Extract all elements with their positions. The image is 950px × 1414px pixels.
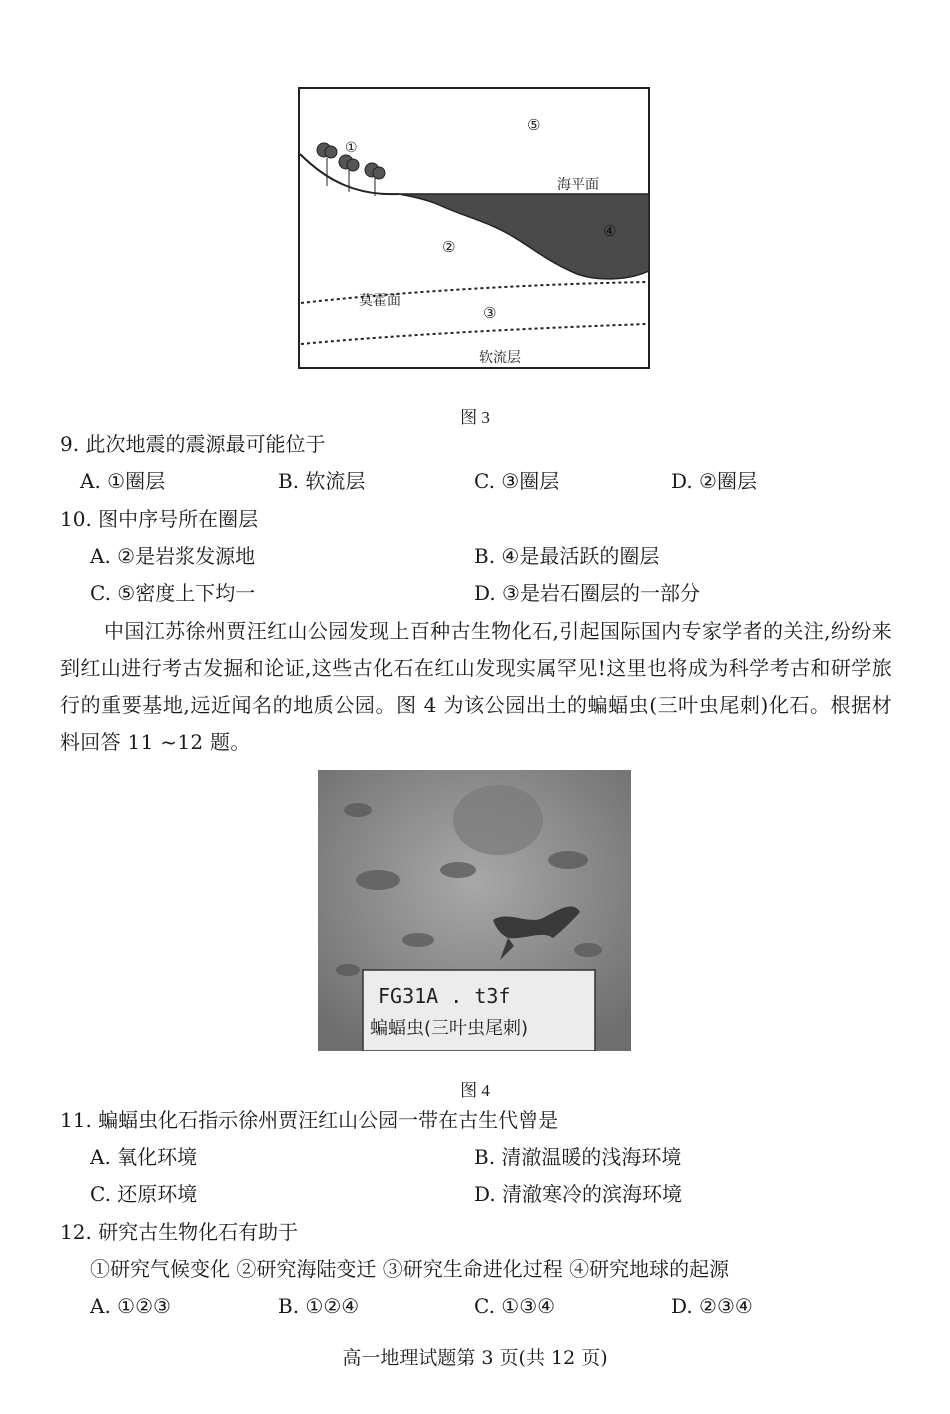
label-c4: ④ — [603, 222, 617, 240]
label-c1: ① — [345, 140, 358, 156]
figure-3-diagram — [287, 86, 663, 376]
q11-option-b: B. 清澈温暖的浅海环境 — [474, 1145, 682, 1169]
label-sea-level: 海平面 — [557, 177, 599, 193]
q10-option-d: D. ③是岩石圈层的一部分 — [474, 581, 700, 605]
q12-option-a: A. ①②③ — [90, 1294, 171, 1318]
fossil-label-name: 蝙蝠虫(三叶虫尾刺) — [370, 1018, 529, 1039]
q9-stem: 9. 此次地震的震源最可能位于 — [60, 432, 326, 456]
q9-option-a: A. ①圈层 — [80, 469, 166, 493]
q10-stem: 10. 图中序号所在圈层 — [60, 507, 259, 531]
label-moho: 莫霍面 — [359, 293, 401, 309]
q9-option-d: D. ②圈层 — [671, 469, 757, 493]
q12-items: ①研究气候变化 ②研究海陆变迁 ③研究生命进化过程 ④研究地球的起源 — [90, 1257, 730, 1281]
q12-option-b: B. ①②④ — [278, 1294, 360, 1318]
reading-passage: 中国江苏徐州贾汪红山公园发现上百种古生物化石,引起国际国内专家学者的关注,纷纷来到红山进行考古发掘和论证,这些古化石在红山发现实属罕见!这里也将成为科学考古和研学旅行的重要基地,远近闻名的地质公园。图 4 为该公园出土的蝙蝠虫(三叶虫尾刺)化石。根据材料回答 11 ~12 题。 — [60, 619, 892, 754]
figure-4-caption: 图 4 — [460, 1081, 490, 1100]
label-asthenosphere: 软流层 — [479, 350, 521, 366]
q9-option-c: C. ③圈层 — [474, 469, 560, 493]
q12-stem: 12. 研究古生物化石有助于 — [60, 1220, 299, 1244]
label-c3: ③ — [483, 304, 497, 322]
q12-option-c: C. ①③④ — [474, 1294, 556, 1318]
q11-option-d: D. 清澈寒冷的滨海环境 — [474, 1182, 683, 1206]
label-c2: ② — [442, 238, 456, 256]
q11-option-a: A. 氧化环境 — [90, 1145, 198, 1169]
q9-option-b: B. 软流层 — [278, 469, 366, 493]
q12-option-d: D. ②③④ — [671, 1294, 753, 1318]
figure-4-fossil-photo — [318, 770, 631, 1051]
figure-3-caption: 图 3 — [460, 408, 490, 427]
q11-stem: 11. 蝙蝠虫化石指示徐州贾汪红山公园一带在古生代曾是 — [60, 1108, 559, 1132]
q11-option-c: C. 还原环境 — [90, 1182, 198, 1206]
q10-option-b: B. ④是最活跃的圈层 — [474, 544, 660, 568]
q10-option-a: A. ②是岩浆发源地 — [90, 544, 256, 568]
label-c5: ⑤ — [527, 116, 541, 134]
page-footer: 高一地理试题第 3 页(共 12 页) — [342, 1347, 608, 1369]
fossil-label-code: FG31A . t3f — [378, 984, 511, 1008]
q10-option-c: C. ⑤密度上下均一 — [90, 581, 256, 605]
